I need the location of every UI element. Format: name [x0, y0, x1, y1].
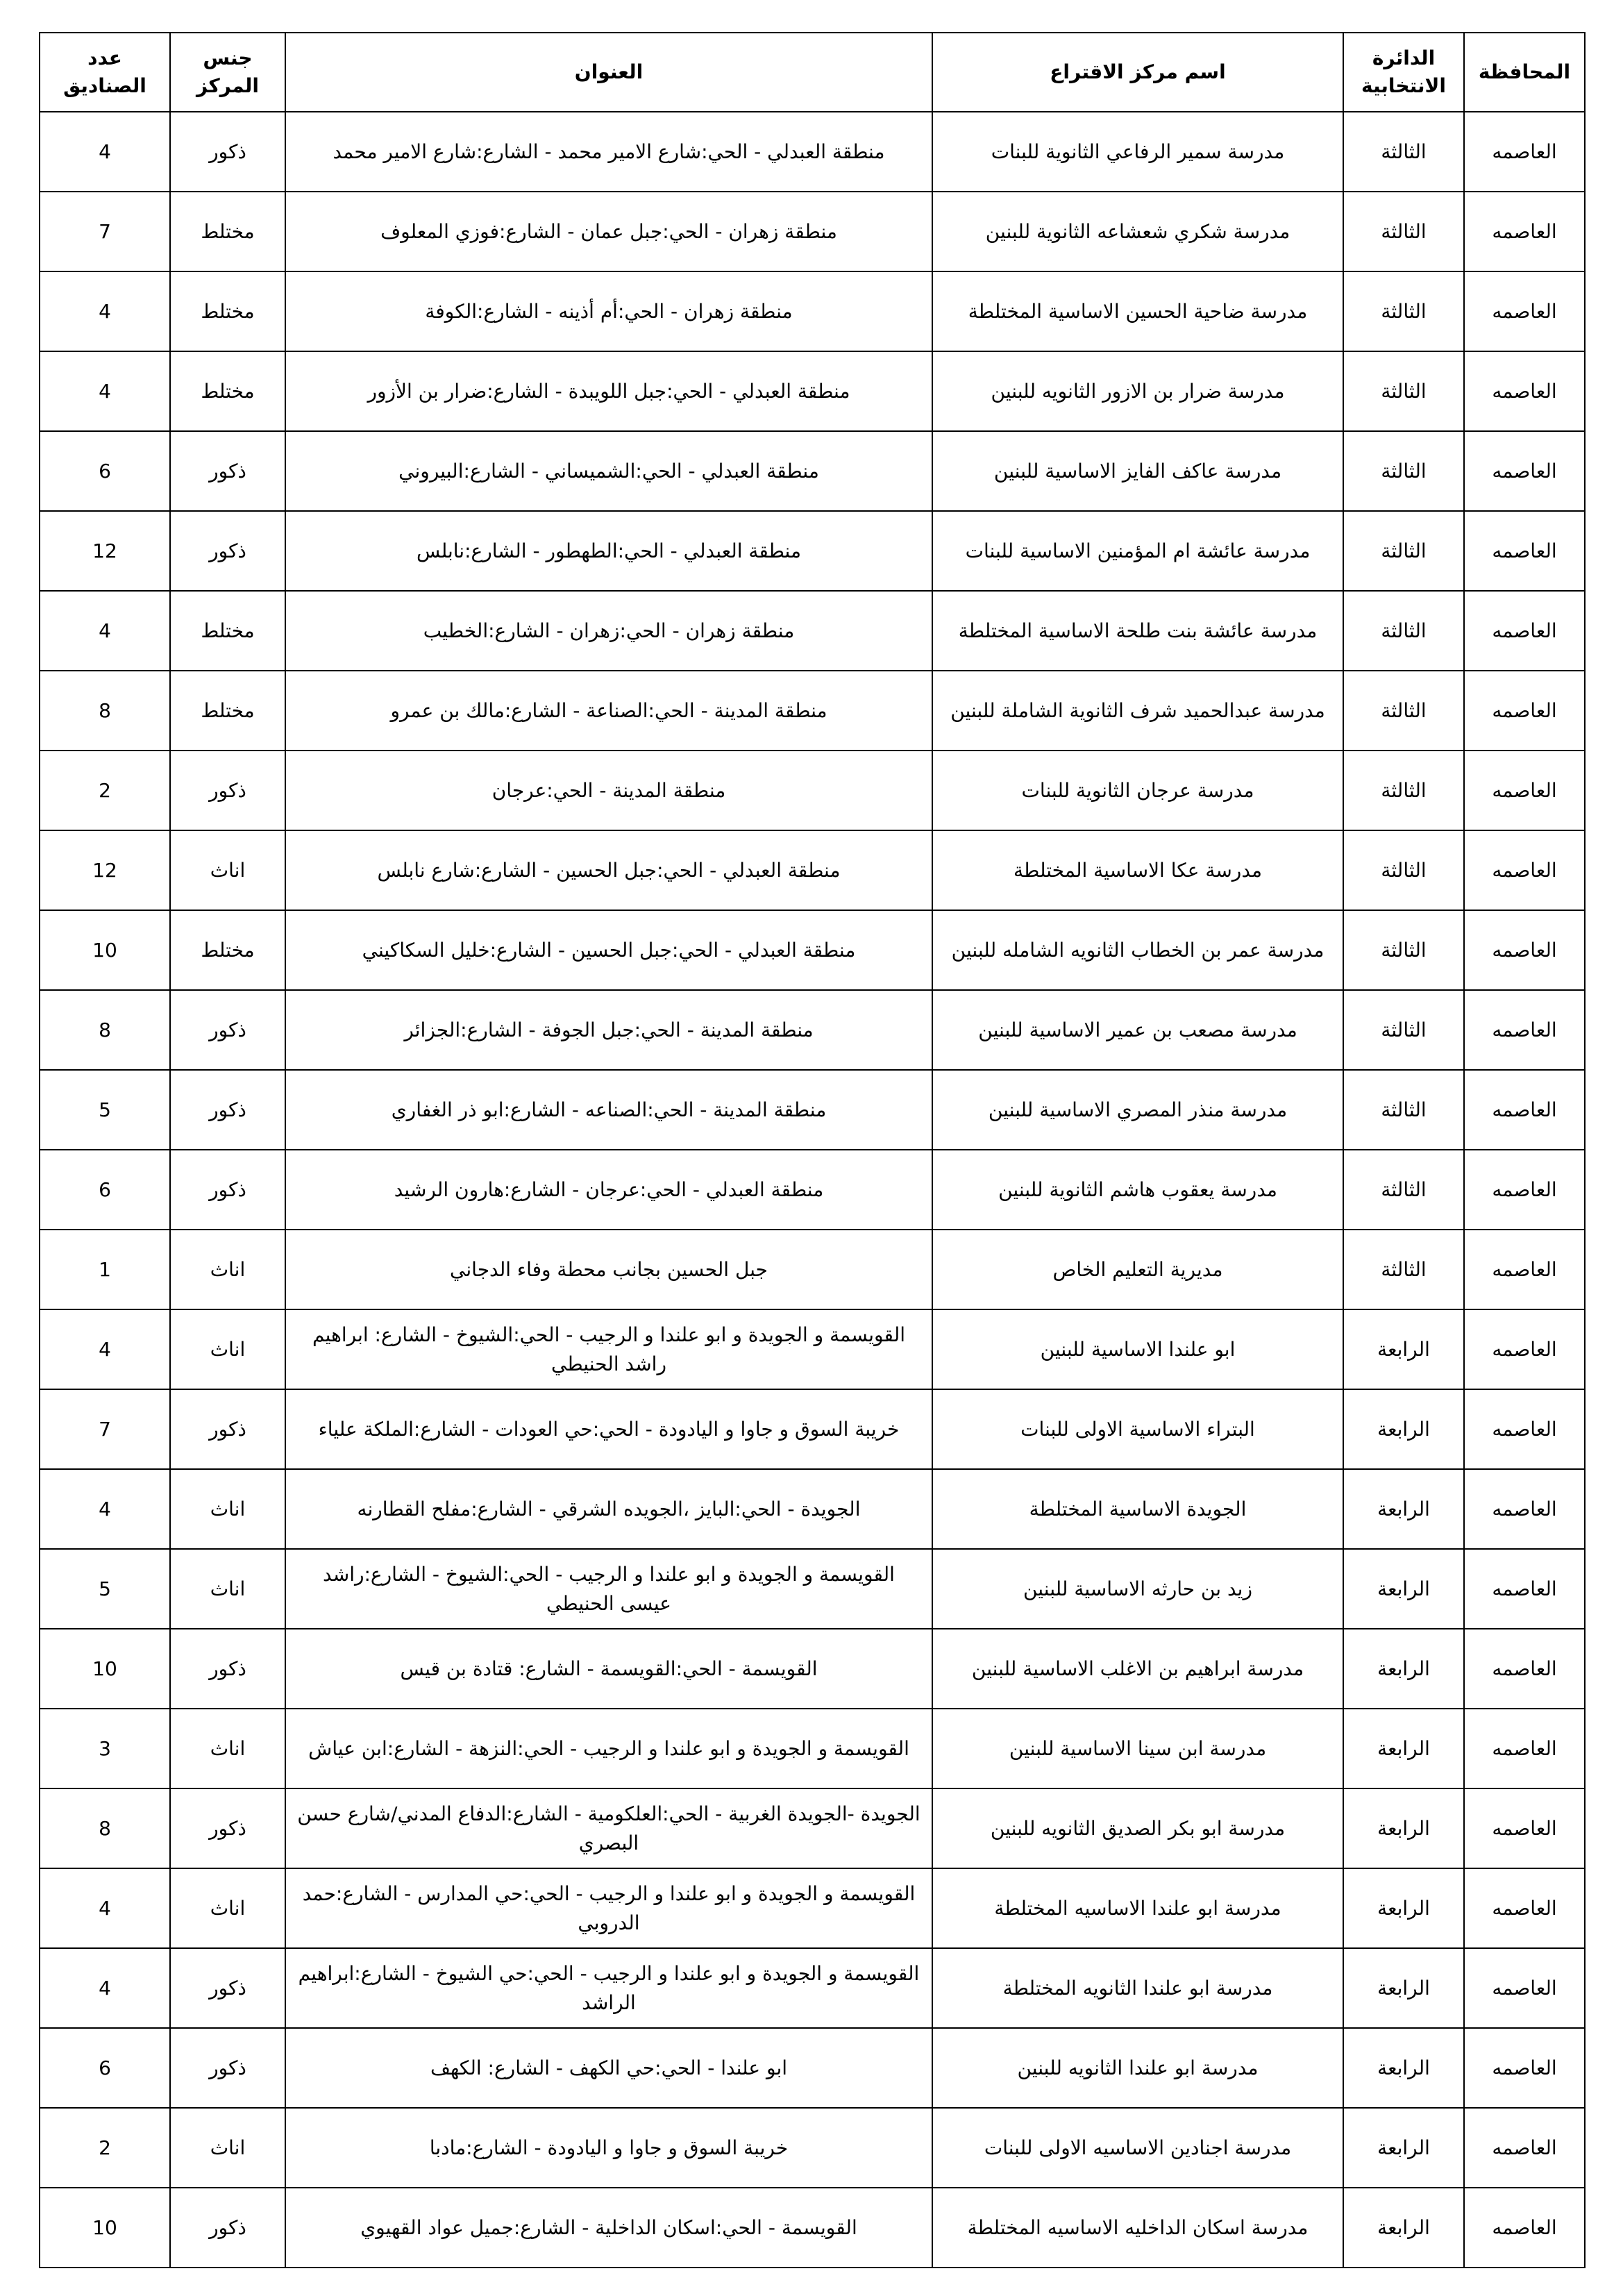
cell-governorate: العاصمه	[1464, 1788, 1585, 1868]
cell-address: القويسمة و الجويدة و ابو علندا و الرجيب - الحي:النزهة - الشارع:ابن عياش	[285, 1709, 932, 1788]
cell-center-name: مدرسة ابو علندا الاساسيه المختلطة	[932, 1868, 1343, 1948]
cell-address: القويسمة و الجويدة و ابو علندا و الرجيب - الحي:الشيوخ - الشارع: ابراهيم راشد الحنيطي	[285, 1309, 932, 1389]
cell-address: جبل الحسين بجانب محطة وفاء الدجاني	[285, 1230, 932, 1309]
cell-address: منطقة زهران - الحي:زهران - الشارع:الخطيب	[285, 591, 932, 671]
cell-governorate: العاصمه	[1464, 112, 1585, 192]
cell-district: الرابعة	[1343, 1469, 1464, 1549]
cell-district: الرابعة	[1343, 1948, 1464, 2028]
cell-district: الرابعة	[1343, 1629, 1464, 1709]
cell-center-gender: ذكور	[170, 431, 285, 511]
cell-center-name: مدرسة اسكان الداخليه الاساسيه المختلطة	[932, 2188, 1343, 2268]
cell-governorate: العاصمه	[1464, 1948, 1585, 2028]
cell-district: الرابعة	[1343, 1788, 1464, 1868]
cell-box-count: 10	[40, 910, 170, 990]
header-center-gender: جنس المركز	[170, 33, 285, 112]
cell-governorate: العاصمه	[1464, 1629, 1585, 1709]
cell-address: القويسمة - الحي:القويسمة - الشارع: قتادة بن قيس	[285, 1629, 932, 1709]
polling-centers-document	[39, 32, 1584, 2268]
cell-district: الرابعة	[1343, 1709, 1464, 1788]
cell-address: منطقة المدينة - الحي:الصناعة - الشارع:مالك بن عمرو	[285, 671, 932, 751]
table-row	[40, 431, 1585, 511]
cell-address: منطقة المدينة - الحي:الصناعه - الشارع:ابو ذر الغفاري	[285, 1070, 932, 1150]
cell-center-gender: ذكور	[170, 1788, 285, 1868]
cell-address: القويسمة و الجويدة و ابو علندا و الرجيب - الحي:الشيوخ - الشارع:راشد عيسى الحنيطي	[285, 1549, 932, 1629]
table-row	[40, 830, 1585, 910]
cell-center-name: مدرسة سمير الرفاعي الثانوية للبنات	[932, 112, 1343, 192]
cell-center-gender: اناث	[170, 1469, 285, 1549]
table-row	[40, 112, 1585, 192]
cell-address: منطقة العبدلي - الحي:عرجان - الشارع:هارون الرشيد	[285, 1150, 932, 1230]
cell-address: الجويدة -الجويدة الغربية - الحي:العلكومية - الشارع:الدفاع المدني/شارع حسن البصري	[285, 1788, 932, 1868]
cell-box-count: 4	[40, 271, 170, 351]
cell-district: الثالثة	[1343, 192, 1464, 271]
header-center-name: اسم مركز الاقتراع	[932, 33, 1343, 112]
cell-center-gender: مختلط	[170, 351, 285, 431]
cell-box-count: 10	[40, 2188, 170, 2268]
cell-center-name: البتراء الاساسية الاولى للبنات	[932, 1389, 1343, 1469]
cell-center-gender: ذكور	[170, 511, 285, 591]
cell-address: منطقة العبدلي - الحي:جبل الحسين - الشارع:خليل السكاكيني	[285, 910, 932, 990]
table-row	[40, 671, 1585, 751]
cell-center-gender: اناث	[170, 1309, 285, 1389]
cell-box-count: 2	[40, 751, 170, 830]
cell-governorate: العاصمه	[1464, 431, 1585, 511]
table-row	[40, 1629, 1585, 1709]
cell-center-gender: اناث	[170, 2108, 285, 2188]
table-row	[40, 910, 1585, 990]
cell-box-count: 10	[40, 1629, 170, 1709]
cell-box-count: 4	[40, 351, 170, 431]
cell-center-name: مدرسة شكري شعشاعه الثانوية للبنين	[932, 192, 1343, 271]
table-row	[40, 1709, 1585, 1788]
cell-center-gender: ذكور	[170, 1389, 285, 1469]
table-row	[40, 1309, 1585, 1389]
cell-center-gender: ذكور	[170, 1150, 285, 1230]
cell-box-count: 8	[40, 1788, 170, 1868]
cell-center-name: مدرسة عكا الاساسية المختلطة	[932, 830, 1343, 910]
header-box-count: عدد الصناديق	[40, 33, 170, 112]
cell-governorate: العاصمه	[1464, 2108, 1585, 2188]
cell-address: القويسمة و الجويدة و ابو علندا و الرجيب - الحي:حي الشيوخ - الشارع:ابراهيم الراشد	[285, 1948, 932, 2028]
cell-governorate: العاصمه	[1464, 591, 1585, 671]
cell-address: القويسمة و الجويدة و ابو علندا و الرجيب - الحي:حي المدارس - الشارع:حمد الدروبي	[285, 1868, 932, 1948]
cell-district: الثالثة	[1343, 271, 1464, 351]
cell-center-gender: اناث	[170, 1230, 285, 1309]
cell-governorate: العاصمه	[1464, 1868, 1585, 1948]
cell-governorate: العاصمه	[1464, 1709, 1585, 1788]
cell-governorate: العاصمه	[1464, 671, 1585, 751]
table-row	[40, 1788, 1585, 1868]
cell-governorate: العاصمه	[1464, 192, 1585, 271]
cell-governorate: العاصمه	[1464, 1070, 1585, 1150]
cell-center-gender: ذكور	[170, 2188, 285, 2268]
table-row	[40, 192, 1585, 271]
cell-governorate: العاصمه	[1464, 751, 1585, 830]
cell-box-count: 7	[40, 1389, 170, 1469]
table-row	[40, 511, 1585, 591]
cell-box-count: 4	[40, 112, 170, 192]
cell-address: منطقة العبدلي - الحي:الطهطور - الشارع:نابلس	[285, 511, 932, 591]
cell-box-count: 5	[40, 1070, 170, 1150]
cell-governorate: العاصمه	[1464, 511, 1585, 591]
cell-district: الثالثة	[1343, 910, 1464, 990]
cell-district: الثالثة	[1343, 751, 1464, 830]
cell-district: الثالثة	[1343, 1150, 1464, 1230]
cell-district: الرابعة	[1343, 2028, 1464, 2108]
cell-governorate: العاصمه	[1464, 1309, 1585, 1389]
header-district: الدائرة الانتخابية	[1343, 33, 1464, 112]
cell-governorate: العاصمه	[1464, 1389, 1585, 1469]
table-row	[40, 2028, 1585, 2108]
cell-center-name: مدرسة عاكف الفايز الاساسية للبنين	[932, 431, 1343, 511]
cell-governorate: العاصمه	[1464, 910, 1585, 990]
table-row	[40, 990, 1585, 1070]
table-row	[40, 1150, 1585, 1230]
cell-center-name: مدرسة ضاحية الحسين الاساسية المختلطة	[932, 271, 1343, 351]
cell-center-name: مدرسة ابو علندا الثانويه المختلطة	[932, 1948, 1343, 2028]
cell-box-count: 2	[40, 2108, 170, 2188]
cell-center-name: مدرسة مصعب بن عمير الاساسية للبنين	[932, 990, 1343, 1070]
cell-governorate: العاصمه	[1464, 2188, 1585, 2268]
cell-center-gender: اناث	[170, 1549, 285, 1629]
table-row	[40, 751, 1585, 830]
cell-district: الرابعة	[1343, 1389, 1464, 1469]
cell-center-name: زيد بن حارثه الاساسية للبنين	[932, 1549, 1343, 1629]
cell-center-name: مدرسة عائشة ام المؤمنين الاساسية للبنات	[932, 511, 1343, 591]
cell-center-gender: ذكور	[170, 1948, 285, 2028]
table-row	[40, 1070, 1585, 1150]
cell-box-count: 12	[40, 511, 170, 591]
table-row	[40, 1389, 1585, 1469]
cell-governorate: العاصمه	[1464, 1230, 1585, 1309]
cell-center-name: الجويدة الاساسية المختلطة	[932, 1469, 1343, 1549]
cell-governorate: العاصمه	[1464, 351, 1585, 431]
cell-district: الرابعة	[1343, 2188, 1464, 2268]
cell-address: منطقة العبدلي - الحي:جبل اللويبدة - الشارع:ضرار بن الأزور	[285, 351, 932, 431]
cell-address: منطقة زهران - الحي:أم أذينه - الشارع:الكوفة	[285, 271, 932, 351]
table-row	[40, 591, 1585, 671]
cell-box-count: 7	[40, 192, 170, 271]
cell-box-count: 3	[40, 1709, 170, 1788]
table-row	[40, 1549, 1585, 1629]
cell-governorate: العاصمه	[1464, 1469, 1585, 1549]
cell-district: الرابعة	[1343, 1868, 1464, 1948]
cell-center-gender: ذكور	[170, 1070, 285, 1150]
cell-center-name: مدرسة ابراهيم بن الاغلب الاساسية للبنين	[932, 1629, 1343, 1709]
cell-box-count: 5	[40, 1549, 170, 1629]
cell-center-gender: اناث	[170, 1868, 285, 1948]
cell-box-count: 6	[40, 431, 170, 511]
cell-governorate: العاصمه	[1464, 1150, 1585, 1230]
cell-center-gender: ذكور	[170, 112, 285, 192]
table-row	[40, 1230, 1585, 1309]
cell-address: منطقة العبدلي - الحي:شارع الامير محمد - الشارع:شارع الامير محمد	[285, 112, 932, 192]
cell-district: الثالثة	[1343, 1070, 1464, 1150]
cell-address: ابو علندا - الحي:حي الكهف - الشارع: الكهف	[285, 2028, 932, 2108]
cell-center-name: مديرية التعليم الخاص	[932, 1230, 1343, 1309]
cell-address: القويسمة - الحي:اسكان الداخلية - الشارع:جميل عواد القهيوي	[285, 2188, 932, 2268]
cell-address: خريبة السوق و جاوا و اليادودة - الشارع:مادبا	[285, 2108, 932, 2188]
table-row	[40, 351, 1585, 431]
cell-address: خريبة السوق و جاوا و اليادودة - الحي:حي العودات - الشارع:الملكة علياء	[285, 1389, 932, 1469]
cell-address: منطقة العبدلي - الحي:جبل الحسين - الشارع:شارع نابلس	[285, 830, 932, 910]
cell-center-gender: مختلط	[170, 591, 285, 671]
polling-centers-table	[39, 32, 1586, 2268]
cell-center-name: مدرسة عبدالحميد شرف الثانوية الشاملة للبنين	[932, 671, 1343, 751]
cell-governorate: العاصمه	[1464, 830, 1585, 910]
cell-district: الثالثة	[1343, 112, 1464, 192]
cell-center-name: مدرسة عرجان الثانوية للبنات	[932, 751, 1343, 830]
cell-center-name: مدرسة ابو علندا الثانويه للبنين	[932, 2028, 1343, 2108]
cell-governorate: العاصمه	[1464, 2028, 1585, 2108]
cell-box-count: 6	[40, 1150, 170, 1230]
cell-center-name: مدرسة يعقوب هاشم الثانوية للبنين	[932, 1150, 1343, 1230]
cell-address: منطقة المدينة - الحي:جبل الجوفة - الشارع:الجزائر	[285, 990, 932, 1070]
table-row	[40, 271, 1585, 351]
cell-address: منطقة العبدلي - الحي:الشميساني - الشارع:البيروني	[285, 431, 932, 511]
cell-district: الثالثة	[1343, 830, 1464, 910]
cell-district: الرابعة	[1343, 1309, 1464, 1389]
cell-district: الثالثة	[1343, 511, 1464, 591]
cell-center-gender: ذكور	[170, 990, 285, 1070]
cell-center-gender: ذكور	[170, 751, 285, 830]
cell-governorate: العاصمه	[1464, 990, 1585, 1070]
cell-center-name: مدرسة اجنادين الاساسيه الاولى للبنات	[932, 2108, 1343, 2188]
cell-box-count: 4	[40, 1469, 170, 1549]
cell-center-gender: ذكور	[170, 2028, 285, 2108]
cell-box-count: 12	[40, 830, 170, 910]
cell-district: الرابعة	[1343, 2108, 1464, 2188]
cell-box-count: 4	[40, 1868, 170, 1948]
cell-box-count: 4	[40, 1948, 170, 2028]
cell-address: منطقة زهران - الحي:جبل عمان - الشارع:فوزي المعلوف	[285, 192, 932, 271]
cell-box-count: 4	[40, 591, 170, 671]
cell-center-name: مدرسة ضرار بن الازور الثانويه للبنين	[932, 351, 1343, 431]
cell-center-name: مدرسة عائشة بنت طلحة الاساسية المختلطة	[932, 591, 1343, 671]
cell-box-count: 4	[40, 1309, 170, 1389]
cell-box-count: 6	[40, 2028, 170, 2108]
cell-center-name: ابو علندا الاساسية للبنين	[932, 1309, 1343, 1389]
table-header	[40, 33, 1585, 112]
cell-district: الثالثة	[1343, 431, 1464, 511]
header-row	[40, 33, 1585, 112]
header-governorate: المحافظة	[1464, 33, 1585, 112]
cell-center-name: مدرسة ابن سينا الاساسية للبنين	[932, 1709, 1343, 1788]
cell-district: الرابعة	[1343, 1549, 1464, 1629]
cell-center-gender: مختلط	[170, 910, 285, 990]
cell-address: منطقة المدينة - الحي:عرجان	[285, 751, 932, 830]
cell-district: الثالثة	[1343, 990, 1464, 1070]
cell-center-gender: مختلط	[170, 192, 285, 271]
cell-center-gender: ذكور	[170, 1629, 285, 1709]
cell-district: الثالثة	[1343, 591, 1464, 671]
cell-center-gender: اناث	[170, 1709, 285, 1788]
table-row	[40, 1868, 1585, 1948]
cell-district: الثالثة	[1343, 671, 1464, 751]
cell-center-gender: مختلط	[170, 271, 285, 351]
cell-governorate: العاصمه	[1464, 1549, 1585, 1629]
cell-district: الثالثة	[1343, 1230, 1464, 1309]
header-address: العنوان	[285, 33, 932, 112]
cell-center-gender: اناث	[170, 830, 285, 910]
cell-governorate: العاصمه	[1464, 271, 1585, 351]
cell-box-count: 8	[40, 990, 170, 1070]
table-row	[40, 1469, 1585, 1549]
table-row	[40, 1948, 1585, 2028]
cell-center-name: مدرسة ابو بكر الصديق الثانويه للبنين	[932, 1788, 1343, 1868]
cell-box-count: 8	[40, 671, 170, 751]
cell-box-count: 1	[40, 1230, 170, 1309]
cell-center-name: مدرسة عمر بن الخطاب الثانويه الشامله للبنين	[932, 910, 1343, 990]
cell-address: الجويدة - الحي:البايز ،الجويده الشرقي - الشارع:مفلح القطارنه	[285, 1469, 932, 1549]
cell-center-name: مدرسة منذر المصري الاساسية للبنين	[932, 1070, 1343, 1150]
cell-center-gender: مختلط	[170, 671, 285, 751]
cell-district: الثالثة	[1343, 351, 1464, 431]
table-row	[40, 2188, 1585, 2268]
table-row	[40, 2108, 1585, 2188]
table-body	[40, 112, 1585, 2268]
